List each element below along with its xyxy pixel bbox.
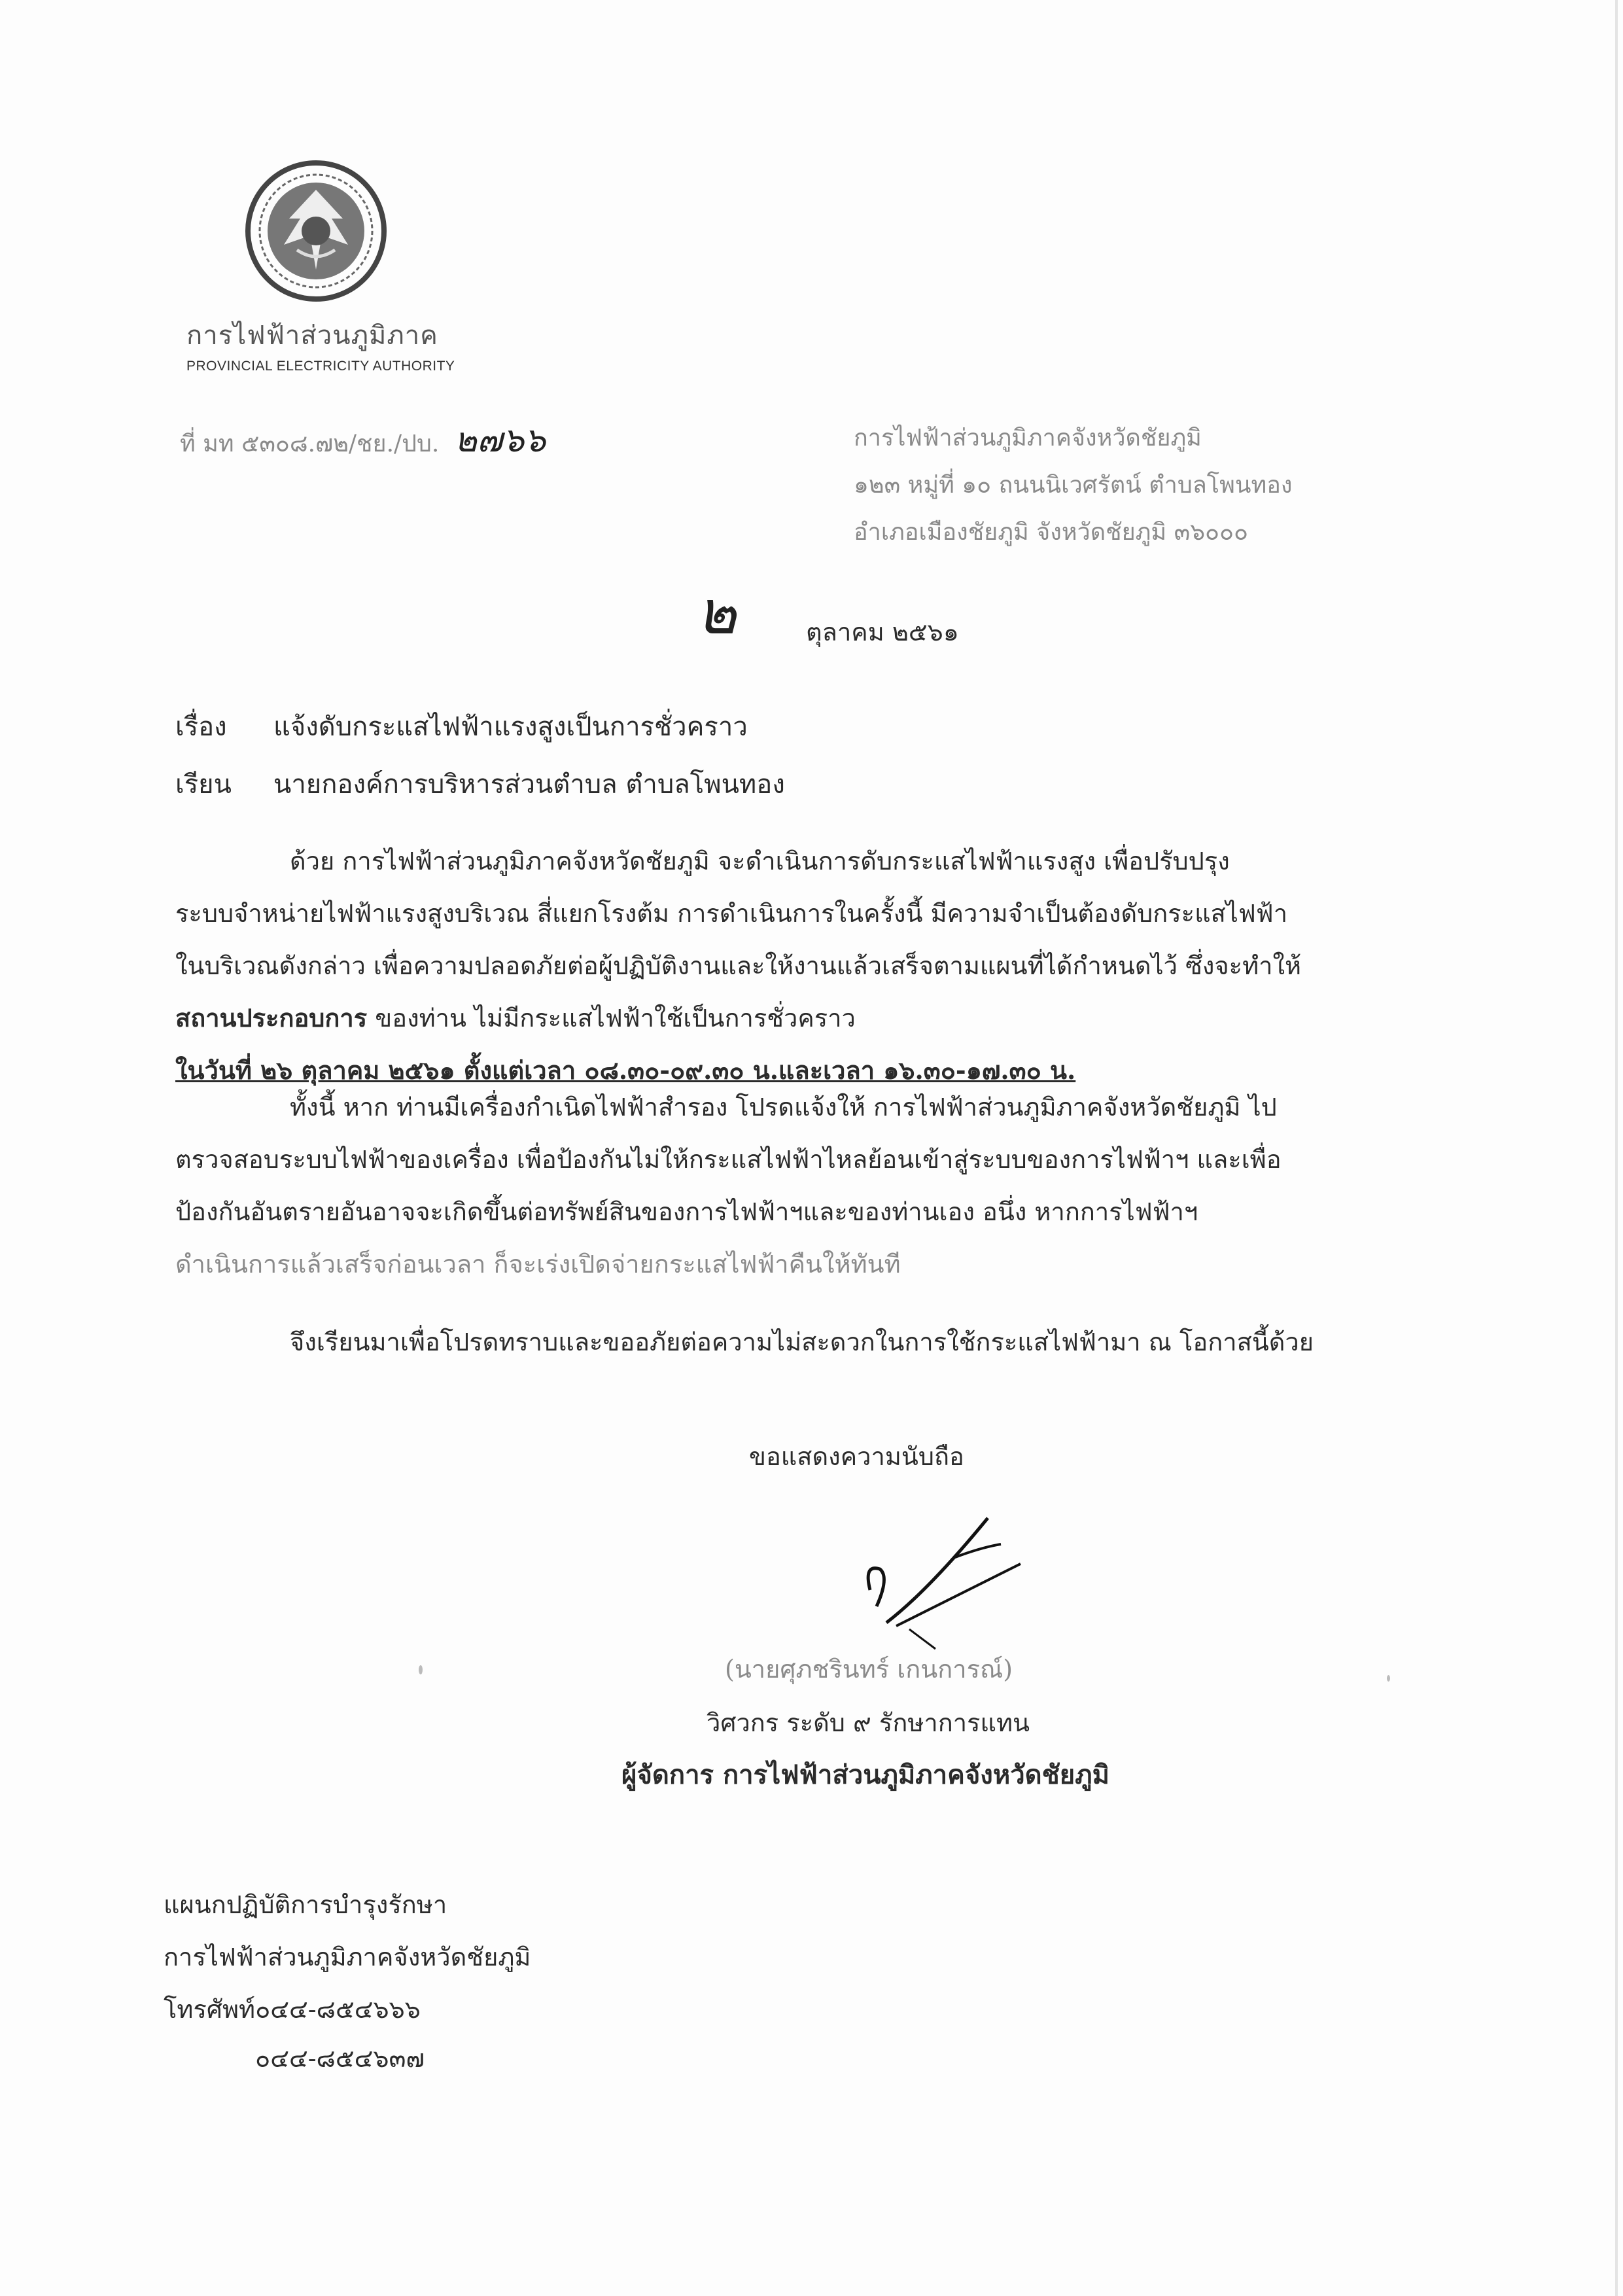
scan-speck: [1387, 1675, 1390, 1682]
recipient-text: นายกองค์การบริหารส่วนตำบล ตำบลโพนทอง: [273, 769, 785, 800]
body-line: [175, 992, 1392, 1044]
recipient-label: เรียน: [175, 769, 232, 800]
pea-logo-icon: [243, 158, 389, 304]
sender-address-line2: ๑๒๓ หมู่ที่ ๑๐ ถนนนิเวศรัตน์ ตำบลโพนทอง: [854, 472, 1293, 499]
body-line: ระบบจำหน่ายไฟฟ้าแรงสูงบริเวณ สี่แยกโรงต้ม การดำเนินการในครั้งนี้ มีความจำเป็นต้องดับกระแสไฟฟ้า: [175, 899, 1288, 928]
org-name-english: PROVINCIAL ELECTRICITY AUTHORITY: [186, 359, 455, 374]
org-name-thai: การไฟฟ้าส่วนภูมิภาค: [186, 321, 438, 351]
body-line: ในบริเวณดังกล่าว เพื่อความปลอดภัยต่อผู้ปฏิบัติงานและให้งานแล้วเสร็จตามแผนที่ได้กำหนดไว้ ซึ่งจะทำให้: [175, 951, 1302, 980]
body-line: ดำเนินการแล้วเสร็จก่อนเวลา ก็จะเร่งเปิดจ่ายกระแสไฟฟ้าคืนให้ทันที: [175, 1250, 901, 1279]
reference-number-prefix: ที่ มท ๕๓๐๘.๗๒/ชย./ปบ.: [180, 431, 440, 457]
body-line: ป้องกันอันตรายอันอาจจะเกิดขึ้นต่อทรัพย์สินของการไฟฟ้าฯและของท่านเอง อนึ่ง หากการไฟฟ้าฯ: [175, 1197, 1198, 1226]
sender-address-line1: การไฟฟ้าส่วนภูมิภาคจังหวัดชัยภูมิ: [854, 425, 1202, 451]
business-label: สถานประกอบการ: [175, 1003, 368, 1033]
body-paragraph-2: [175, 1081, 1392, 1290]
signer-position: วิศวกร ระดับ ๙ รักษาการแทน: [707, 1708, 1030, 1737]
body-line: ด้วย การไฟฟ้าส่วนภูมิภาคจังหวัดชัยภูมิ จะดำเนินการดับกระแสไฟฟ้าแรงสูง เพื่อปรับปรุง: [290, 847, 1230, 875]
date-month-year: ตุลาคม ๒๕๖๑: [806, 618, 959, 646]
body-paragraph-1: [175, 835, 1392, 1097]
date-day-handwritten: ๒: [697, 578, 737, 648]
reference-number-handwritten: ๒๗๖๖: [454, 421, 546, 460]
scan-speck: [419, 1665, 423, 1674]
closing-sentence: จึงเรียนมาเพื่อโปรดทราบและขออภัยต่อความไม่สะดวกในการใช้กระแสไฟฟ้ามา ณ โอกาสนี้ด้วย: [290, 1328, 1314, 1356]
subject-text: แจ้งดับกระแสไฟฟ้าแรงสูงเป็นการชั่วคราว: [273, 712, 748, 742]
footer-phone: โทรศัพท์๐๔๔-๘๕๔๖๖๖: [164, 1995, 421, 2024]
reference-number: [180, 412, 546, 467]
signer-title: ผู้จัดการ การไฟฟ้าส่วนภูมิภาคจังหวัดชัยภูมิ: [621, 1759, 1109, 1790]
subject-label: เรื่อง: [175, 712, 227, 742]
scan-edge: [1615, 0, 1618, 2296]
body-line: ทั้งนี้ หาก ท่านมีเครื่องกำเนิดไฟฟ้าสำรอง โปรดแจ้งให้ การไฟฟ้าส่วนภูมิภาคจังหวัดชัยภูมิ ไป: [290, 1093, 1277, 1122]
body-line-rest: ของท่าน ไม่มีกระแสไฟฟ้าใช้เป็นการชั่วคราว: [375, 1004, 856, 1033]
outage-schedule: ในวันที่ ๒๖ ตุลาคม ๒๕๖๑ ตั้งแต่เวลา ๐๘.๓๐-๐๙.๓๐ น.และเวลา ๑๖.๓๐-๑๗.๓๐ น.: [175, 1055, 1076, 1085]
signer-name: (นายศุภชรินทร์ เกนการณ์): [725, 1655, 1013, 1684]
complimentary-close: ขอแสดงความนับถือ: [749, 1442, 964, 1471]
footer-phone-2: ๐๔๔-๘๕๔๖๓๗: [255, 2044, 425, 2073]
footer-department: แผนกปฏิบัติการบำรุงรักษา: [164, 1890, 447, 1919]
body-line: ตรวจสอบระบบไฟฟ้าของเครื่อง เพื่อป้องกันไม่ให้กระแสไฟฟ้าไหลย้อนเข้าสู่ระบบของการไฟฟ้าฯ และเพื่อ: [175, 1145, 1282, 1174]
footer-office: การไฟฟ้าส่วนภูมิภาคจังหวัดชัยภูมิ: [164, 1943, 531, 1971]
handwritten-signature-icon: [850, 1492, 1047, 1662]
sender-address-line3: อำเภอเมืองชัยภูมิ จังหวัดชัยภูมิ ๓๖๐๐๐: [854, 519, 1248, 546]
